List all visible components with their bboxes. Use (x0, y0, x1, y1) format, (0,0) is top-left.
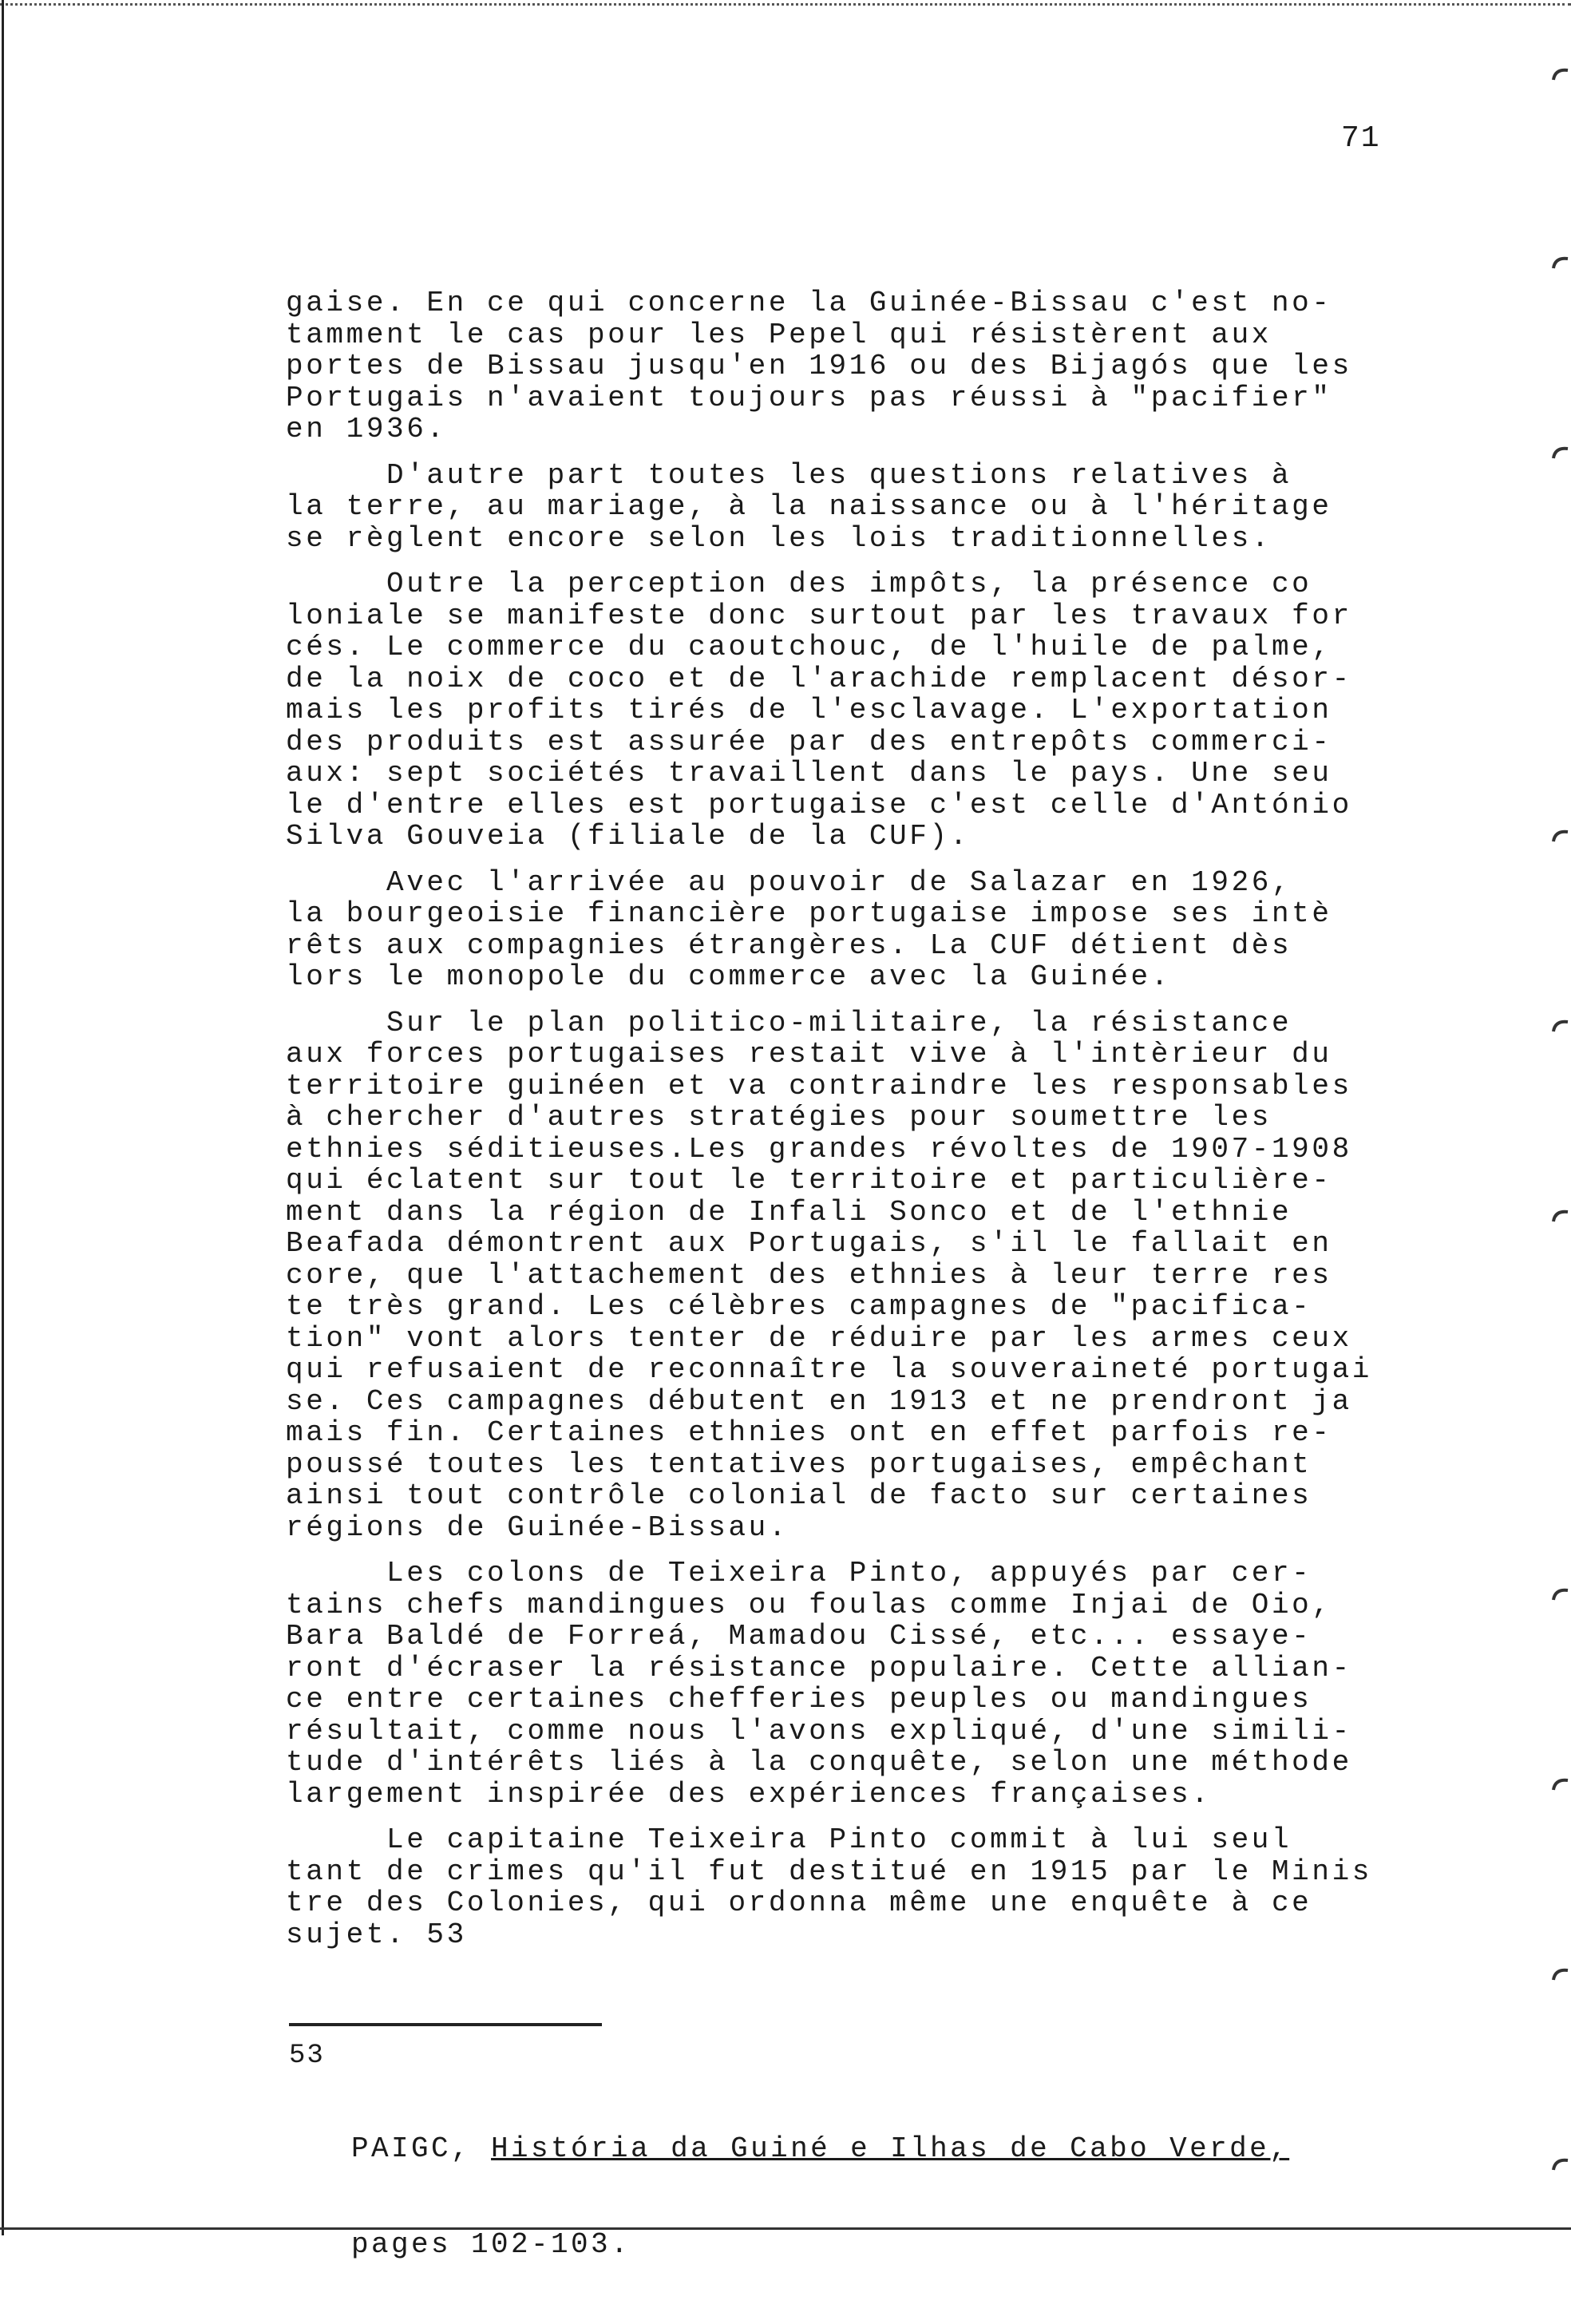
punch-hole-icon (1550, 65, 1571, 83)
text-line: Portugais n'avaient toujours pas réussi à "pacifier" (286, 381, 1332, 414)
text-line: tude d'intérêts liés à la conquête, selon une méthode (286, 1746, 1352, 1779)
text-line: des produits est assurée par des entrepôts commerci- (286, 725, 1332, 758)
punch-hole-icon (1550, 2156, 1571, 2173)
text-line: régions de Guinée-Bissau. (286, 1510, 789, 1544)
footnote-pages: pages 102-103. (351, 2227, 631, 2261)
page-number: 71 (1341, 121, 1381, 156)
punch-hole-icon (1550, 254, 1571, 271)
paragraph (286, 287, 1403, 445)
paragraph (286, 1008, 1403, 1544)
paragraph (286, 867, 1403, 993)
text-line: qui éclatent sur tout le territoire et particulière- (286, 1164, 1332, 1197)
text-line: mais les profits tirés de l'esclavage. L'exportation (286, 694, 1332, 726)
text-line: en 1936. (286, 413, 447, 445)
paragraph (286, 1824, 1403, 1950)
punch-hole-icon (1550, 1966, 1571, 1983)
text-line: tains chefs mandingues ou foulas comme Injai de Oio, (286, 1588, 1332, 1621)
punch-hole-icon (1550, 1017, 1571, 1035)
text-line: se. Ces campagnes débutent en 1913 et ne prendront ja (286, 1384, 1352, 1418)
text-line: à chercher d'autres stratégies pour soumettre les (286, 1101, 1272, 1134)
punch-hole-icon (1550, 1776, 1571, 1793)
paragraph (286, 460, 1403, 555)
footnote-line (351, 2133, 1289, 2165)
footnote-author: PAIGC, (351, 2132, 492, 2165)
text-line: qui refusaient de reconnaître la souveraineté portugai (286, 1353, 1372, 1386)
text-line: D'autre part toutes les questions relatives à (286, 458, 1292, 492)
punch-hole-icon (1550, 1207, 1571, 1225)
text-line: Bara Baldé de Forreá, Mamadou Cissé, etc... essaye- (286, 1620, 1312, 1653)
text-line: tre des Colonies, qui ordonna même une enquête à ce (286, 1887, 1312, 1919)
text-line: tamment le cas pour les Pepel qui résistèrent aux (286, 318, 1272, 351)
text-line: portes de Bissau jusqu'en 1916 ou des Bijagós que les (286, 350, 1352, 382)
text-line: aux: sept sociétés travaillent dans le pays. Une seu (286, 757, 1332, 790)
text-line: Les colons de Teixeira Pinto, appuyés par cer- (286, 1557, 1312, 1590)
punch-hole-icon (1550, 827, 1571, 845)
text-line: ethnies séditieuses.Les grandes révoltes de 1907-1908 (286, 1132, 1352, 1166)
text-line: tion" vont alors tenter de réduire par les armes ceux (286, 1321, 1352, 1355)
left-edge-line (2, 0, 4, 2235)
text-line: Le capitaine Teixeira Pinto commit à lui seul (286, 1823, 1292, 1856)
text-line: core, que l'attachement des ethnies à leur terre res (286, 1258, 1332, 1292)
text-line: Outre la perception des impôts, la présence co (286, 568, 1312, 600)
text-line: mais fin. Certaines ethnies ont en effet parfois re- (286, 1416, 1332, 1449)
text-line: gaise. En ce qui concerne la Guinée-Bissau c'est no- (286, 287, 1332, 319)
text-line: lors le monopole du commerce avec la Guinée. (286, 960, 1171, 993)
punch-hole-icon (1550, 444, 1571, 461)
text-line: sujet. 53 (286, 1918, 467, 1951)
text-line: ce entre certaines chefferies peuples ou mandingues (286, 1683, 1312, 1716)
top-edge-line (0, 3, 1571, 6)
footnote-title: História da Guiné e Ilhas de Cabo Verde, (491, 2132, 1290, 2165)
text-line: la terre, au mariage, à la naissance ou à l'héritage (286, 490, 1332, 523)
body-text (286, 287, 1403, 1950)
punch-hole-icon (1550, 1586, 1571, 1603)
paragraph (286, 568, 1403, 853)
text-line: ainsi tout contrôle colonial de facto sur certaines (286, 1479, 1312, 1512)
text-line: Silva Gouveia (filiale de la CUF). (286, 820, 970, 853)
paragraph (286, 1558, 1403, 1810)
text-line: te très grand. Les célèbres campagnes de "pacifica- (286, 1290, 1312, 1323)
text-line: poussé toutes les tentatives portugaises, empêchant (286, 1447, 1312, 1481)
footnote-marker: 53 (289, 2041, 325, 2071)
text-line: Beafada démontrent aux Portugais, s'il le fallait en (286, 1227, 1332, 1260)
footnote-separator (289, 2023, 602, 2026)
text-line: résultait, comme nous l'avons expliqué, d'une simili- (286, 1714, 1352, 1748)
footnote-text (351, 2069, 1289, 2324)
text-line: aux forces portugaises restait vive à l'intèrieur du (286, 1038, 1332, 1071)
text-line: la bourgeoisie financière portugaise impose ses intè (286, 897, 1332, 930)
text-line: se règlent encore selon les lois traditionnelles. (286, 521, 1272, 555)
text-line: cés. Le commerce du caoutchouc, de l'huile de palme, (286, 631, 1332, 663)
text-line: largement inspirée des expériences françaises. (286, 1777, 1212, 1811)
text-line: ront d'écraser la résistance populaire. Cette allian- (286, 1651, 1352, 1685)
text-line: le d'entre elles est portugaise c'est celle d'António (286, 788, 1352, 822)
text-line: ment dans la région de Infali Sonco et de l'ethnie (286, 1195, 1292, 1229)
text-line: Sur le plan politico-militaire, la résistance (286, 1006, 1292, 1039)
text-line: territoire guinéen et va contraindre les responsables (286, 1069, 1352, 1103)
text-line: Avec l'arrivée au pouvoir de Salazar en 1926, (286, 865, 1292, 899)
text-line: rêts aux compagnies étrangères. La CUF détient dès (286, 928, 1292, 962)
text-line: tant de crimes qu'il fut destitué en 1915 par le Minis (286, 1855, 1372, 1888)
text-line: de la noix de coco et de l'arachide remplacent désor- (286, 662, 1352, 695)
text-line: loniale se manifeste donc surtout par les travaux for (286, 599, 1352, 632)
